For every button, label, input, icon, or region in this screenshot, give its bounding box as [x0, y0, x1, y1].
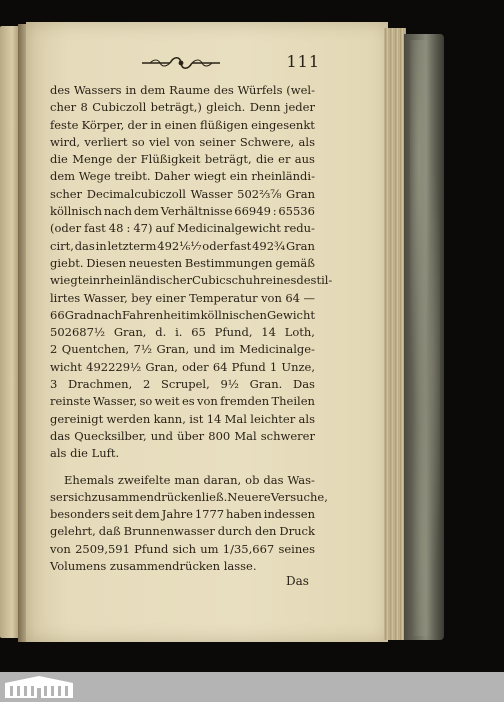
- text-line: das Quecksilber, und über 800 Mal schwerer: [50, 428, 315, 443]
- page-text: [50, 82, 333, 575]
- text-line: wiegt ein rheinländischer Cubicschuh reines destil-: [50, 273, 333, 288]
- text-line: gereinigt werden kann, ist 14 Mal leichter als: [50, 411, 315, 426]
- text-line: Ehemals zweifelte man daran, ob das Was-: [64, 472, 315, 487]
- text-line: des Wassers in dem Raume des Würfels (wel-: [50, 83, 315, 97]
- page-edges: [384, 28, 406, 640]
- paragraph-2: [50, 472, 328, 576]
- text-line: Volumens zusammendrücken lasse.: [50, 559, 257, 574]
- text-line: als die Luft.: [50, 446, 120, 461]
- paragraph-1: [50, 82, 333, 463]
- left-page-edge: [0, 26, 20, 638]
- text-line: cirt, das in letzterm 492⅙⅐ oder fast 492¾ Gran: [50, 238, 315, 253]
- text-line: lirtes Wasser, bey einer Temperatur von 64 —: [50, 290, 315, 305]
- text-line: gelehrt, daß Brunnenwasser durch den Druck: [50, 524, 315, 539]
- text-line: feste Körper, der in einen flüßigen eingesenkt: [50, 117, 315, 132]
- text-line: wicht 492229½ Gran, oder 64 Pfund 1 Unze,: [50, 359, 315, 374]
- marbled-cover-texture: [410, 40, 440, 636]
- text-line: 66 Grad nach Fahrenheit im köllnischen Gewicht: [50, 307, 315, 322]
- page-number: 111: [286, 52, 320, 71]
- text-line: köllnisch nach dem Verhältnisse 66949 : 65536: [50, 204, 315, 219]
- text-line: dem Wege treibt. Daher wiegt ein rheinländi-: [50, 169, 315, 184]
- text-line: 3 Drachmen, 2 Scrupel, 9½ Gran. Das: [50, 377, 315, 392]
- text-line: 2 Quentchen, 7½ Gran, und im Medicinalge-: [50, 342, 315, 357]
- text-line: (oder fast 48 : 47) auf Medicinalgewicht redu-: [50, 221, 315, 236]
- text-line: wird, verliert so viel von seiner Schwere, als: [50, 134, 315, 149]
- header-ornament: [140, 55, 222, 71]
- text-line: reinste Wasser, so weit es von fremden Theilen: [50, 394, 315, 409]
- text-line: die Menge der Flüßigkeit beträgt, die er aus: [50, 152, 315, 167]
- footer-bar: [0, 672, 504, 702]
- library-building-logo: [4, 675, 74, 699]
- text-line: giebt. Diesen neuesten Bestimmungen gemäß: [50, 255, 315, 270]
- text-line: von 2509,591 Pfund sich um 1/35,667 seines: [50, 541, 315, 556]
- text-line: ser sich zusammendrücken ließ. Neuere Versuche,: [50, 489, 328, 504]
- text-line: 502687½ Gran, d. i. 65 Pfund, 14 Loth,: [50, 325, 315, 340]
- catchword: Das: [286, 574, 309, 588]
- text-line: cher 8 Cubiczoll beträgt,) gleich. Denn jeder: [50, 100, 315, 115]
- text-line: besonders seit dem Jahre 1777 haben indessen: [50, 507, 315, 522]
- text-line: scher Decimalcubiczoll Wasser 502⅔⅞ Gran: [50, 186, 315, 201]
